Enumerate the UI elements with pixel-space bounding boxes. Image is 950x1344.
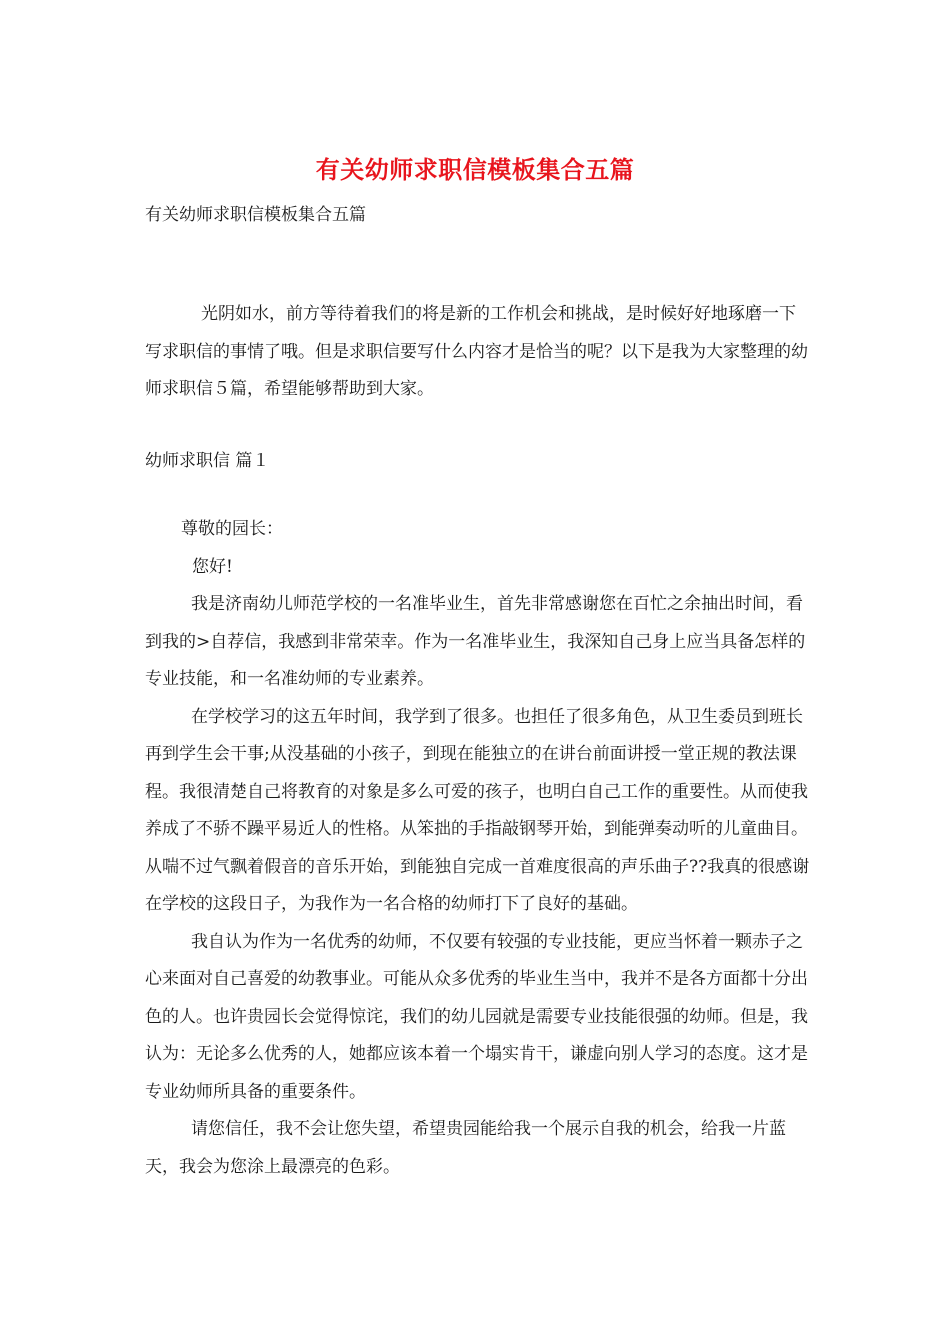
letter-salutation: 尊敬的园长： [181,519,283,539]
letter-greeting: 您好! [192,556,233,577]
document-title: 有关幼师求职信模板集合五篇 [315,155,635,184]
letter-paragraph-4: 请您信任，我不会让您失望，希望贵园能给我一个展示自我的机会，给我一片蓝天，我会为您涂上最漂亮的色彩。 [145,1119,786,1177]
intro-section [145,296,810,409]
letter-paragraph-2: 在学校学习的这五年时间，我学到了很多。也担任了很多角色，从卫生委员到班长再到学生会干事;从没基础的小孩子，到现在能独立的在讲台前面讲授一堂正规的教法课程。我很清楚自己将教育的对象是多么可爱的孩子，也明白自己工作的重要性。从而使我养成了不骄不躁平易近人的性格。从笨拙的手指敲钢琴开始，到能弹奏动听的儿童曲目。从喘不过气飘着假音的音乐开始，到能独自完成一首难度很高的声乐曲子??我真的很感谢在学校的这段日子，为我作为一名合格的幼师打下了良好的基础。 [145,706,810,914]
document-subtitle: 有关幼师求职信模板集合五篇 [145,205,366,225]
letter-body [145,511,810,1186]
section-heading: 幼师求职信 篇１ [145,451,270,471]
intro-paragraph: 光阴如水，前方等待着我们的将是新的工作机会和挑战，是时候好好地琢磨一下写求职信的事情了哦。但是求职信要写什么内容才是恰当的呢？以下是我为大家整理的幼师求职信５篇，希望能够帮助到大家。 [145,304,808,399]
letter-paragraph-1: 我是济南幼儿师范学校的一名准毕业生，首先非常感谢您在百忙之余抽出时间，看到我的>自荐信，我感到非常荣幸。作为一名准毕业生，我深知自己身上应当具备怎样的专业技能，和一名准幼师的专业素养。 [145,594,806,689]
letter-paragraph-3: 我自认为作为一名优秀的幼师，不仅要有较强的专业技能，更应当怀着一颗赤子之心来面对自己喜爱的幼教事业。可能从众多优秀的毕业生当中，我并不是各方面都十分出色的人。也许贵园长会觉得惊诧，我们的幼儿园就是需要专业技能很强的幼师。但是，我认为：无论多么优秀的人，她都应该本着一个塌实肯干，谦虚向别人学习的态度。这才是专业幼师所具备的重要条件。 [145,931,808,1102]
